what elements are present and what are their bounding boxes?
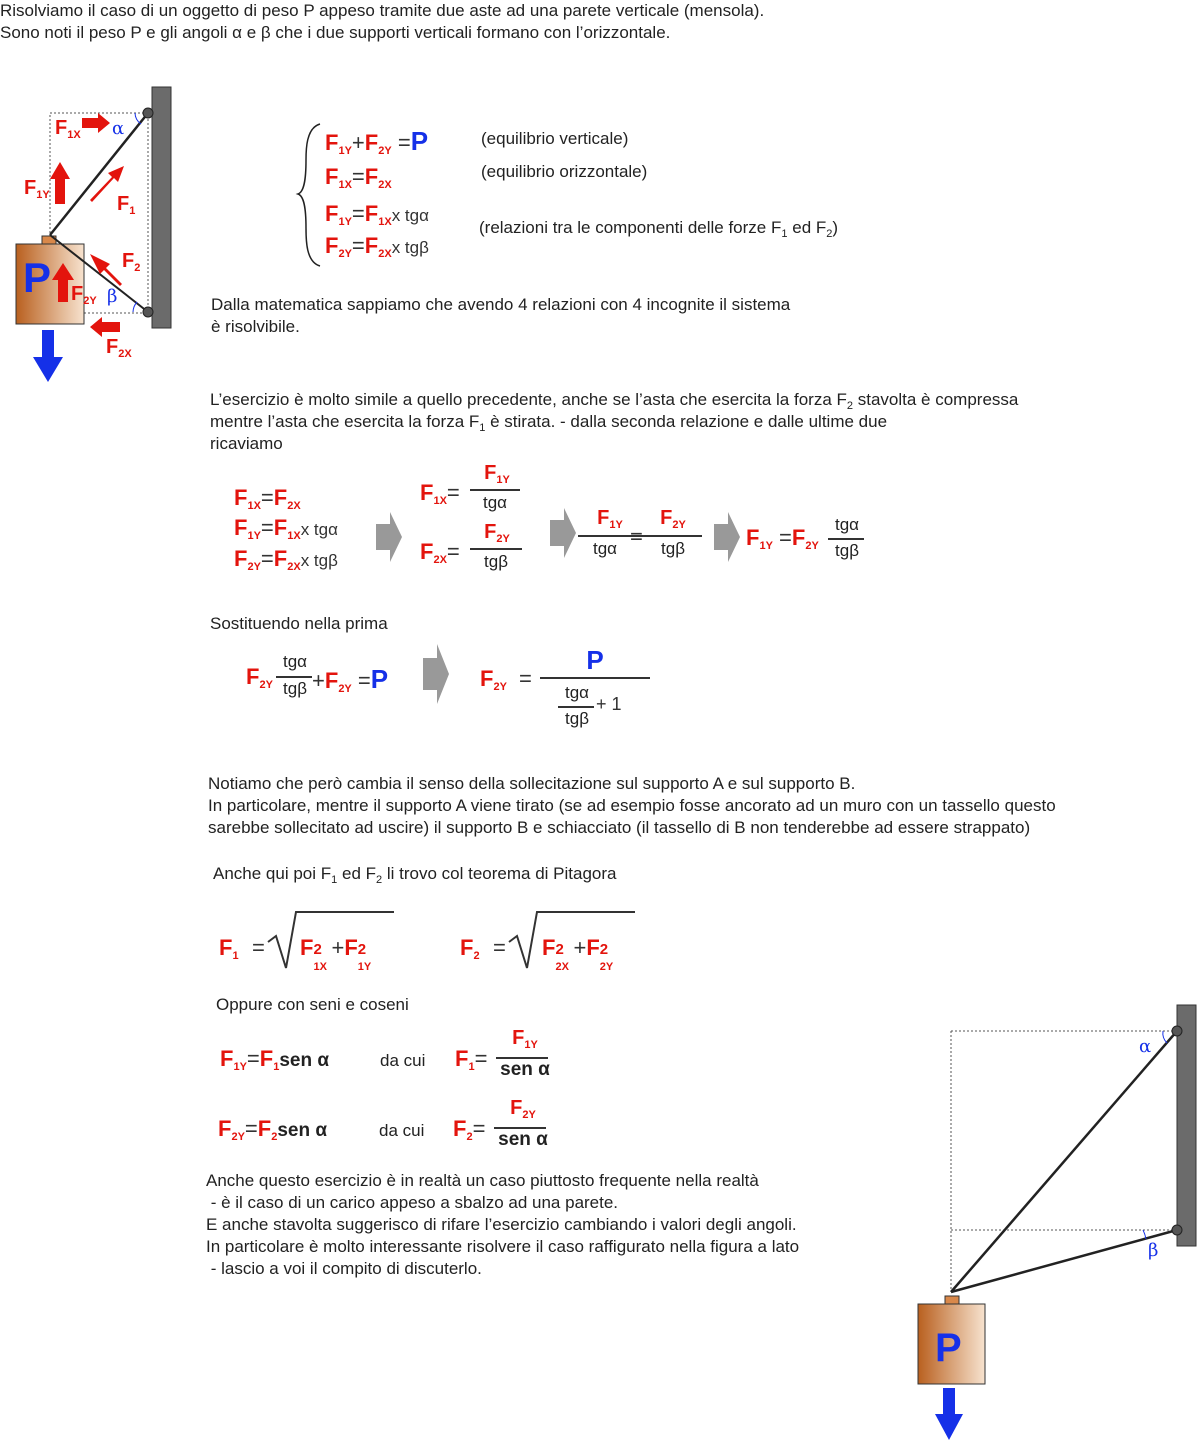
figure-2-diagram bbox=[915, 1000, 1175, 1440]
fig1-f1x: $F_{1X}$ bbox=[55, 117, 81, 141]
para2-line-2: mentre l’asta che esercita la forza $F_1$ è stirata. - dalla seconda relazione e dalle ultime due bbox=[210, 412, 888, 434]
sen-frac-1-lhs: $F_1=$ bbox=[455, 1046, 488, 1073]
para4-line-3: E anche stavolta suggerisco di rifare l’esercizio cambiando i valori degli angoli. bbox=[206, 1215, 797, 1234]
para4-line-1: Anche questo esercizio è in realtà un caso piuttosto frequente nella realtà bbox=[206, 1171, 759, 1190]
sys-eq-2-note: (equilibrio orizzontale) bbox=[481, 162, 648, 181]
system-brace bbox=[296, 120, 326, 270]
para4-line-5: - lascio a voi il compito di discuterlo. bbox=[206, 1259, 482, 1278]
sys-eq-34-note: (relazioni tra le componenti delle forze $F_1$ ed $F_2$) bbox=[479, 218, 839, 240]
fig2-beta: β bbox=[1148, 1240, 1159, 1261]
sen-frac-1-den: sen α bbox=[500, 1059, 550, 1080]
sen-frac-1-num: $F_{1Y}$ bbox=[512, 1027, 538, 1051]
intro-line-1: Risolviamo il caso di un oggetto di peso P appeso tramite due aste ad una parete verticale (mensola). bbox=[0, 1, 765, 20]
para4-line-4: In particolare è molto interessante risolvere il caso raffigurato nella figura a lato bbox=[206, 1237, 800, 1256]
para3-line-2: In particolare, mentre il supporto A viene tirato (se ad esempio fosse ancorato ad un muro con un tassello questo bbox=[208, 796, 1056, 815]
para4-line-2: - è il caso di un carico appeso a sbalzo ad una parete. bbox=[206, 1193, 619, 1212]
da-cui-2: da cui bbox=[379, 1121, 425, 1140]
final-f2y: $F_{2Y}$ bbox=[480, 666, 507, 693]
pyth-f1-body: F 2 1X +F 2 1Y bbox=[300, 935, 372, 973]
step-arrow-2 bbox=[550, 508, 580, 558]
seni-label: Oppure con seni e coseni bbox=[216, 995, 409, 1014]
frac-f1y-num: $F_{1Y}$ bbox=[484, 462, 510, 486]
pyth-f1: $F_1$ bbox=[219, 935, 239, 962]
deriv-f1x-frac: $F_{1X}=$ bbox=[420, 480, 460, 507]
para2-line-1: L’esercizio è molto simile a quello precedente, anche se l’asta che esercita la forza $F_2$ stavolta è compressa bbox=[210, 390, 1019, 412]
para2-line-3: ricaviamo bbox=[210, 434, 283, 453]
sys-eq-2: $F_{1X}=F_{2X}$ bbox=[325, 164, 392, 191]
para3-line-3: sarebbe sollecitato ad uscire) il supporto B e schiacciato (il tassello di B non tenderebbe ad essere strappato) bbox=[208, 818, 1031, 837]
final-tgb: tgβ bbox=[565, 709, 589, 728]
pyth-f2: $F_2$ bbox=[460, 935, 480, 962]
frac2-tga-den: tgα bbox=[592, 539, 617, 558]
frac2-eq: = bbox=[630, 524, 643, 549]
sen-frac-2-num: $F_{2Y}$ bbox=[510, 1097, 536, 1121]
fig1-f1: $F_1$ bbox=[117, 193, 136, 217]
fig1-weight-label: P bbox=[23, 254, 52, 301]
frac2-f2y-num: $F_{2Y}$ bbox=[660, 507, 686, 531]
subst-tgb: tgβ bbox=[283, 679, 307, 698]
pyth-f2-eq: = bbox=[493, 935, 506, 960]
wall bbox=[152, 87, 171, 328]
deriv-eq-1: $F_{1X}=F_{2X}$ bbox=[234, 485, 301, 512]
para1-line-2: è risolvibile. bbox=[211, 317, 300, 336]
para3-line-1: Notiamo che però cambia il senso della sollecitazione sul supporto A e sul supporto B. bbox=[208, 774, 856, 793]
sys-eq-3: $F_{1Y}=F_{1X}x$ tgα bbox=[325, 201, 429, 228]
result-f1y: $F_{1Y} =F_{2Y}$ bbox=[746, 525, 819, 552]
sen-frac-2-den: sen α bbox=[498, 1129, 548, 1150]
fig2-weight-label: P bbox=[935, 1326, 962, 1370]
fig1-f2y: $F_{2Y}$ bbox=[71, 283, 97, 307]
frac-tgb-den: tgβ bbox=[484, 552, 508, 571]
sen-eq-1: $F_{1Y}=F_1sen$ α bbox=[220, 1046, 330, 1073]
pitagora-label: Anche qui poi $F_1$ ed $F_2$ li trovo col teorema di Pitagora bbox=[213, 864, 617, 886]
substitute-label: Sostituendo nella prima bbox=[210, 614, 388, 633]
step-arrow-4 bbox=[423, 644, 453, 704]
frac-tga-den: tgα bbox=[482, 493, 507, 512]
intro-line-2: Sono noti il peso P e gli angoli α e β che i due supporti verticali formano con l’orizzontale. bbox=[0, 23, 671, 42]
fig1-f2: $F_2$ bbox=[122, 250, 141, 274]
deriv-f2x-frac: $F_{2X}=$ bbox=[420, 539, 460, 566]
deriv-eq-2: $F_{1Y}=F_{1X}x$ tgα bbox=[234, 515, 338, 542]
para1-line-1: Dalla matematica sappiamo che avendo 4 relazioni con 4 incognite il sistema bbox=[211, 295, 791, 314]
sen-eq-2: $F_{2Y}=F_2sen$ α bbox=[218, 1116, 328, 1143]
subst-f2y-a: $F_{2Y}$ bbox=[246, 664, 273, 691]
final-tga: tgα bbox=[564, 683, 589, 702]
result-tga: tgα bbox=[834, 515, 859, 534]
final-plus-one: + 1 bbox=[596, 694, 622, 714]
subst-f2y-b: $+F_{2Y} =P$ bbox=[312, 664, 389, 695]
fig1-alpha: α bbox=[112, 118, 125, 139]
sys-eq-4: $F_{2Y}=F_{2X}x$ tgβ bbox=[325, 233, 429, 260]
fig1-beta: β bbox=[107, 286, 118, 307]
frac2-f1y-num: $F_{1Y}$ bbox=[597, 507, 623, 531]
step-arrow-1 bbox=[376, 512, 406, 562]
fig2-alpha: α bbox=[1139, 1036, 1152, 1057]
frac2-tgb-den: tgβ bbox=[661, 539, 685, 558]
step-arrow-3 bbox=[714, 512, 744, 562]
deriv-eq-3: $F_{2Y}=F_{2X}x$ tgβ bbox=[234, 546, 338, 573]
final-eq: = bbox=[519, 666, 532, 691]
subst-tga: tgα bbox=[282, 652, 307, 671]
frac-f2y-num: $F_{2Y}$ bbox=[484, 521, 510, 545]
fig1-f1y: $F_{1Y}$ bbox=[24, 177, 50, 201]
result-tgb: tgβ bbox=[835, 541, 859, 560]
sys-eq-1: $F_{1Y}+F_{2Y} =P$ bbox=[325, 126, 429, 157]
figure-1-diagram bbox=[0, 80, 180, 380]
sen-frac-2-lhs: $F_2=$ bbox=[453, 1116, 486, 1143]
final-p: P bbox=[586, 645, 604, 675]
pyth-f2-body: F 2 2X +F 2 2Y bbox=[542, 935, 614, 973]
sys-eq-1-note: (equilibrio verticale) bbox=[481, 129, 629, 148]
pyth-f1-eq: = bbox=[252, 935, 265, 960]
da-cui-1: da cui bbox=[380, 1051, 426, 1070]
fig1-f2x: $F_{2X}$ bbox=[106, 336, 132, 360]
